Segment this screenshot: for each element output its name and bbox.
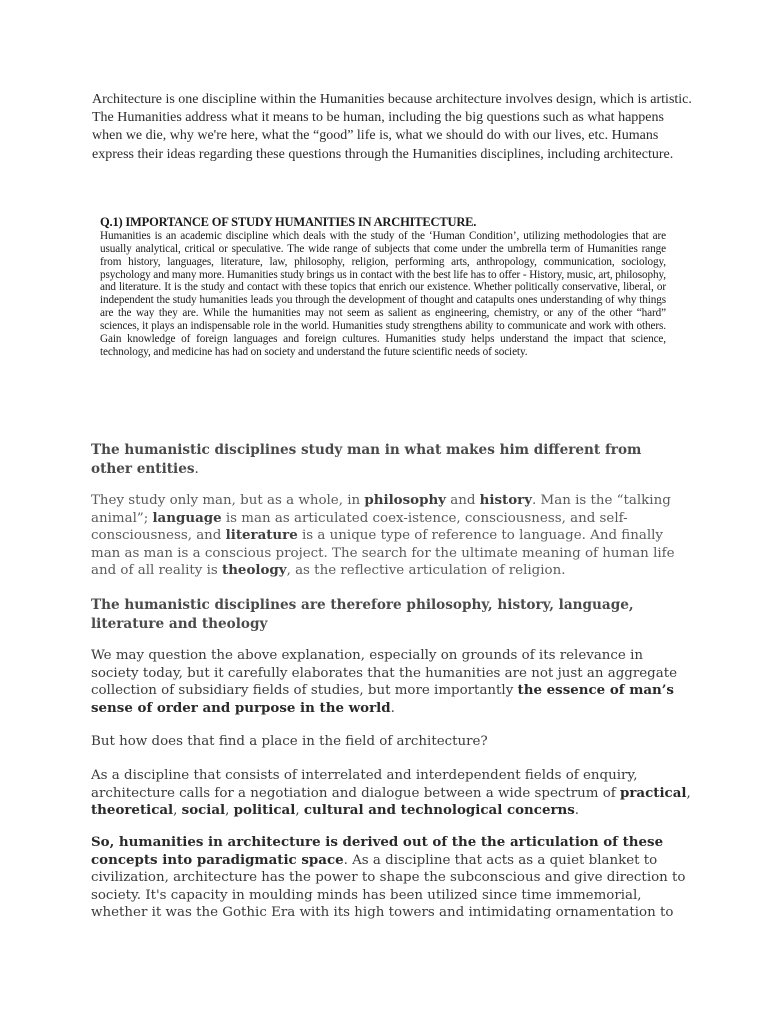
paragraph-how: But how does that find a place in the field of architecture? <box>91 734 488 749</box>
intro-paragraph: Architecture is one discipline within the Humanities because architecture involves design, which is artistic. The Humanities address what it means to be human, including the big questions such as what happens when we die, why we're here, what the “good” life is, what we should do with our lives, etc. Humans express their ideas regarding these questions through the Humanities disciplines, including architecture. <box>92 92 692 162</box>
scanned-excerpt <box>100 215 666 358</box>
scanned-excerpt-title: Q.1) IMPORTANCE OF STUDY HUMANITIES IN ARCHITECTURE. <box>100 215 477 229</box>
paragraph-discipline: As a discipline that consists of interrelated and interdependent fields of enquiry, architecture calls for a negotiation and dialogue between a wide spectrum of practical, theoretical, social, political, cultural and technological concerns. <box>91 768 691 819</box>
paragraph-philosophy-history: They study only man, but as a whole, in philosophy and history. Man is the “talking animal”; language is man as articulated coex-istence, consciousness, and self-consciousness, and literature is a unique type of reference to language. And finally man as man is a conscious project. The search for the ultimate meaning of human life and of all reality is theology, as the reflective articulation of religion. <box>91 492 675 579</box>
paragraph-question: We may question the above explanation, especially on grounds of its relevance in society today, but it carefully elaborates that the humanities are not just an aggregate collection of subsidiary fields of studies, but more importantly the essence of man’s sense of order and purpose in the world. <box>91 648 678 716</box>
scanned-excerpt-body: Humanities is an academic discipline which deals with the study of the ‘Human Condition’, utilizing methodologies that are usually analytical, critical or speculative. The wide range of subjects that come under the umbrella term of Humanities range from history, languages, literature, law, philosophy, religion, performing arts, anthropology, communication, sociology, psychology and many more. Humanities study brings us in contact with the best life has to offer - History, music, art, philosophy, and literature. It is the study and contact with these topics that enrich our existence. Whether politically conservative, liberal, or independent the study humanities leads you through the development of thought and catapults ones understanding of why things are the way they are. While the humanities may not seem as salient as engineering, chemistry, or any of the other “hard” sciences, it plays an indispensable role in the world. Humanities study strengthens ability to communicate and work with others. Gain knowledge of foreign languages and foreign cultures. Humanities study helps understand the impact that science, technology, and medicine has had on society and understand the future scientific needs of society. <box>100 230 666 358</box>
section-heading-list: The humanistic disciplines are therefore philosophy, history, language, literature and theology <box>91 597 634 632</box>
paragraph-so: So, humanities in architecture is derived out of the the articulation of these concepts into paradigmatic space. As a discipline that acts as a quiet blanket to civilization, architecture has the power to shape the subconscious and give direction to society. It's capacity in moulding minds has been utilized since time immemorial, whether it was the Gothic Era with its high towers and intimidating ornamentation to <box>91 834 686 921</box>
section-heading-disciplines: The humanistic disciplines study man in what makes him different from other entities. <box>91 442 642 477</box>
